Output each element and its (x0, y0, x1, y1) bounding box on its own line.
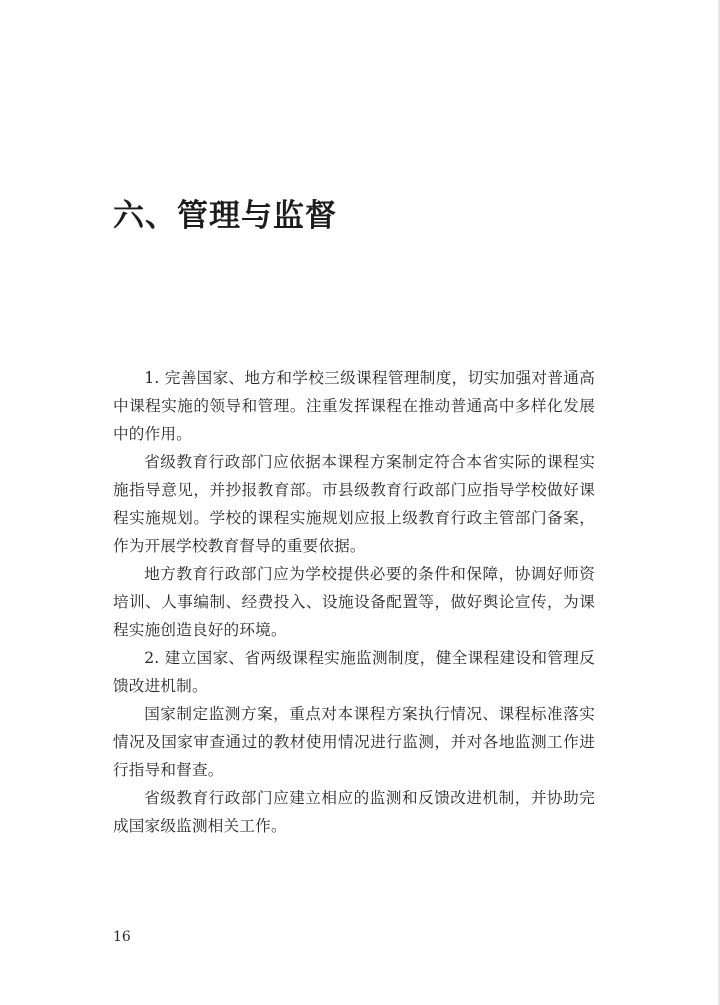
chapter-title: 六、管理与监督 (113, 198, 337, 234)
paragraph-6: 省级教育行政部门应建立相应的监测和反馈改进机制，并协助完成国家级监测相关工作。 (113, 789, 595, 835)
page-number: 16 (113, 929, 131, 945)
paragraph-3: 地方教育行政部门应为学校提供必要的条件和保障，协调好师资培训、人事编制、经费投入、设施设备配置等，做好舆论宣传，为课程实施创造良好的环境。 (113, 565, 595, 639)
paragraph-4: 2. 建立国家、省两级课程实施监测制度，健全课程建设和管理反馈改进机制。 (113, 649, 595, 695)
paragraph-2: 省级教育行政部门应依据本课程方案制定符合本省实际的课程实施指导意见，并抄报教育部。市县级教育行政部门应指导学校做好课程实施规划。学校的课程实施规划应报上级教育行政主管部门备案，作为开展学校教育督导的重要依据。 (113, 453, 595, 555)
paragraph-5: 国家制定监测方案，重点对本课程方案执行情况、课程标准落实情况及国家审查通过的教材使用情况进行监测，并对各地监测工作进行指导和督查。 (113, 705, 595, 779)
body-text (113, 364, 595, 840)
paragraph-1: 1. 完善国家、地方和学校三级课程管理制度，切实加强对普通高中课程实施的领导和管理。注重发挥课程在推动普通高中多样化发展中的作用。 (113, 369, 595, 443)
